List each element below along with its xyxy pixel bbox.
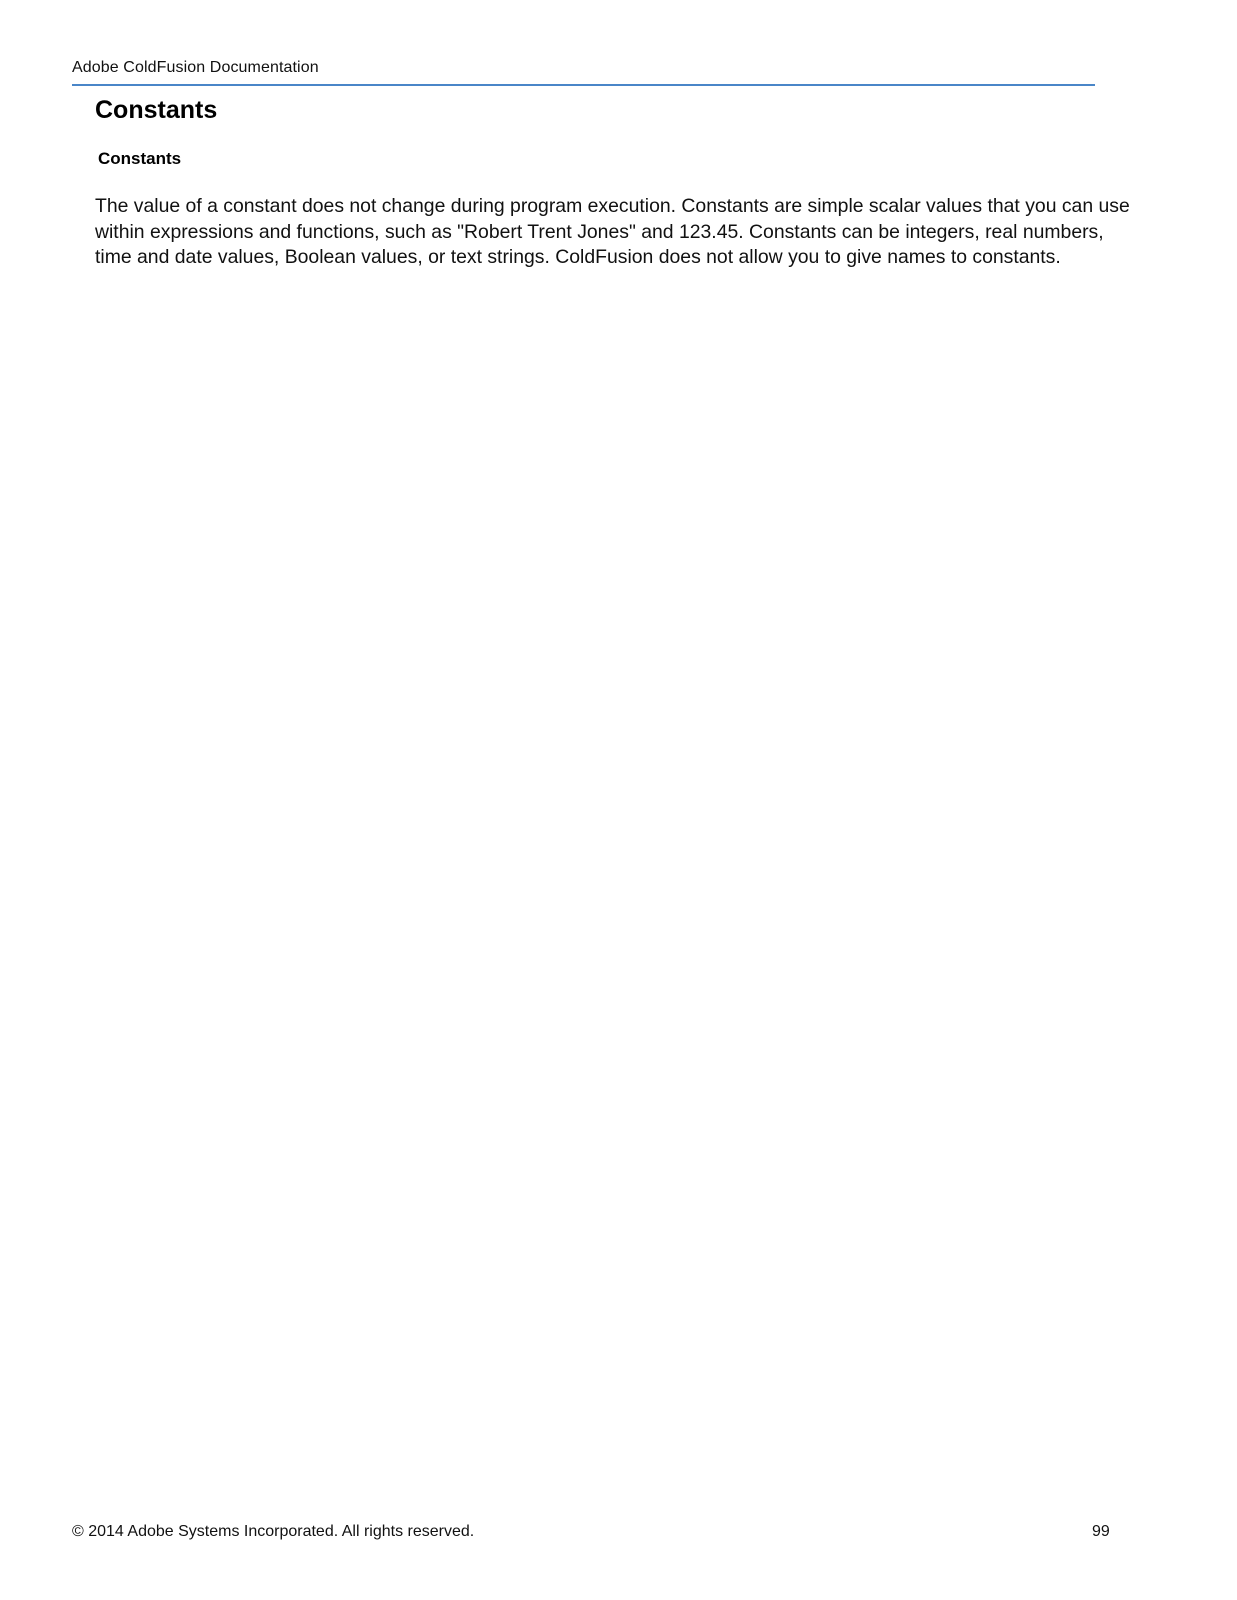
page-title: Constants — [95, 96, 218, 124]
section-title: Constants — [98, 149, 182, 168]
running-header: Adobe ColdFusion Documentation — [72, 59, 319, 76]
header-divider — [72, 84, 1095, 86]
body-paragraph: The value of a constant does not change during program execution. Constants are simple scalar values that you can use within expressions and functions, such as "Robert Trent Jones" and 123.45. Constants can be integers, real numbers, time and date values, Boolean values, or text strings. ColdFusion does not allow you to give names to constants. — [95, 195, 1130, 269]
page-number: 99 — [1092, 1523, 1110, 1540]
footer-copyright: © 2014 Adobe Systems Incorporated. All rights reserved. — [72, 1523, 475, 1540]
